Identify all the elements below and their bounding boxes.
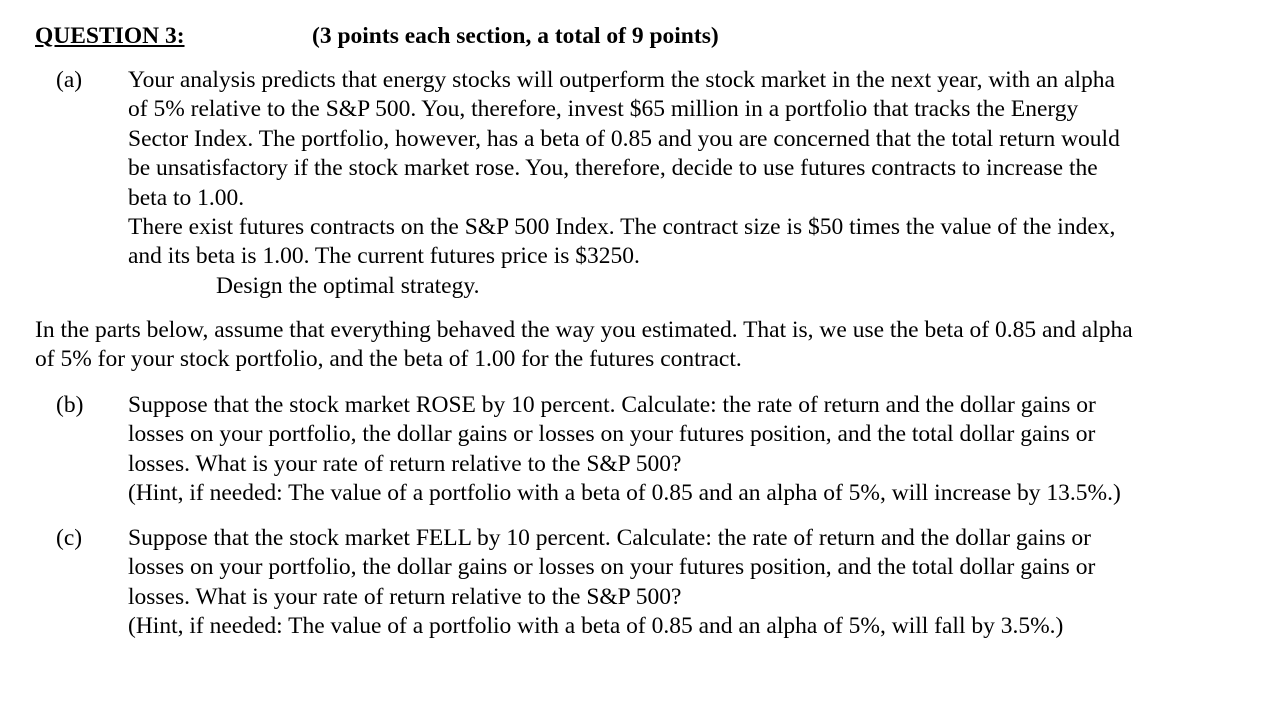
part-c-label: (c): [56, 525, 83, 551]
part-c-line: Suppose that the stock market FELL by 10 percent. Calculate: the rate of return and the dollar gains or: [128, 525, 1091, 551]
assumption-line: of 5% for your stock portfolio, and the beta of 1.00 for the futures contract.: [35, 346, 742, 373]
part-a-line: There exist futures contracts on the S&P 500 Index. The contract size is $50 times the value of the index,: [128, 214, 1116, 241]
part-a-line: and its beta is 1.00. The current futures price is $3250.: [128, 243, 640, 270]
part-a-line: of 5% relative to the S&P 500. You, therefore, invest $65 million in a portfolio that tracks the Energy: [128, 96, 1079, 123]
question-heading: [35, 22, 719, 51]
part-a-body: [128, 66, 1246, 301]
part-b-line: losses. What is your rate of return relative to the S&P 500?: [128, 450, 682, 477]
part-b-line: losses on your portfolio, the dollar gains or losses on your futures position, and the total dollar gains or: [128, 421, 1096, 448]
part-b-line: Suppose that the stock market ROSE by 10 percent. Calculate: the rate of return and the dollar gains or: [128, 392, 1096, 418]
part-a-line: Sector Index. The portfolio, however, has a beta of 0.85 and you are concerned that the total return would: [128, 125, 1120, 152]
part-c-hint: (Hint, if needed: The value of a portfolio with a beta of 0.85 and an alpha of 5%, will fall by 3.5%.): [128, 613, 1064, 640]
question-title: QUESTION 3:: [35, 23, 185, 49]
part-a-label: (a): [56, 67, 83, 93]
assumption-line: In the parts below, assume that everything behaved the way you estimated. That is, we use the beta of 0.85 and alpha: [35, 317, 1133, 343]
part-a-strategy: Design the optimal strategy.: [216, 272, 480, 299]
question-points: (3 points each section, a total of 9 points): [312, 23, 719, 49]
part-c-line: losses. What is your rate of return relative to the S&P 500?: [128, 583, 682, 610]
part-a-line: be unsatisfactory if the stock market rose. You, therefore, decide to use futures contracts to increase the: [128, 155, 1098, 182]
part-c-line: losses on your portfolio, the dollar gains or losses on your futures position, and the total dollar gains or: [128, 554, 1096, 581]
part-a-line: beta to 1.00.: [128, 184, 245, 211]
assumption-paragraph: [35, 316, 1245, 375]
part-c: [56, 524, 1246, 642]
part-b-body: [128, 391, 1246, 509]
part-b-label: (b): [56, 392, 84, 418]
part-b-hint: (Hint, if needed: The value of a portfolio with a beta of 0.85 and an alpha of 5%, will increase by 13.5%.): [128, 480, 1121, 507]
part-b: [56, 391, 1246, 509]
part-a-line: Your analysis predicts that energy stocks will outperform the stock market in the next year, with an alpha: [128, 67, 1115, 93]
part-c-body: [128, 524, 1246, 642]
part-a: [56, 66, 1246, 301]
